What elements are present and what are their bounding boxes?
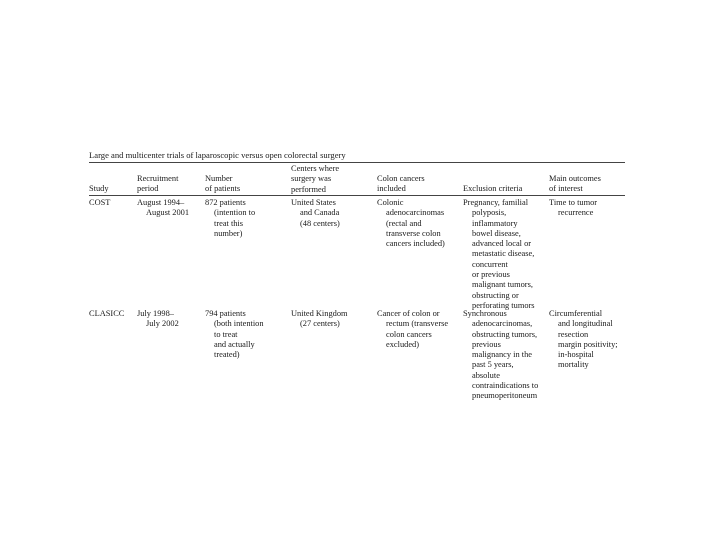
table-row-cost-centers: United States and Canada (48 centers): [291, 198, 340, 228]
table-caption: Large and multicenter trials of laparoscopic versus open colorectal surgery: [89, 150, 346, 160]
header-recruitment-period: Recruitment period: [137, 174, 179, 194]
table-top-rule: [89, 162, 625, 163]
table-row-clasicc-outcomes: Circumferential and longitudinal resection margin positivity; in-hospital mortality: [549, 309, 618, 370]
header-centers: Centers where surgery was performed: [291, 164, 340, 194]
table-row-cost-period: August 1994– August 2001: [137, 198, 190, 218]
header-bottom-rule: [89, 195, 625, 196]
table-row-cost-study: COST: [89, 198, 111, 207]
table-row-cost-outcomes: Time to tumor recurrence: [549, 198, 598, 218]
table-row-clasicc-study: CLASICC: [89, 309, 125, 318]
table-row-clasicc-patients: 794 patients (both intention to treat and actually treated): [205, 309, 264, 360]
table-row-clasicc-exclusion: Synchronous adenocarcinomas, obstructing tumors, previous malignancy in the past 5 years, absolute contraindications to pneumoperitoneum: [463, 309, 539, 401]
table-row-clasicc-centers: United Kingdom (27 centers): [291, 309, 348, 329]
header-study: Study: [89, 184, 109, 193]
header-main-outcomes: Main outcomes of interest: [549, 174, 601, 194]
header-number-of-patients: Number of patients: [205, 174, 241, 194]
header-exclusion-criteria: Exclusion criteria: [463, 184, 523, 193]
table-row-cost-exclusion: Pregnancy, familial polyposis, inflammatory bowel disease, advanced local or metastatic disease, concurrent or previous malignant tumors, obstructing or perforating tumors: [463, 198, 535, 310]
header-colon-cancers: Colon cancers included: [377, 174, 425, 194]
table-row-clasicc-cancers: Cancer of colon or rectum (transverse colon cancers excluded): [377, 309, 449, 349]
table-row-cost-patients: 872 patients (intention to treat this number): [205, 198, 256, 238]
table-row-cost-cancers: Colonic adenocarcinomas (rectal and transverse colon cancers included): [377, 198, 445, 249]
table-row-clasicc-period: July 1998– July 2002: [137, 309, 179, 329]
